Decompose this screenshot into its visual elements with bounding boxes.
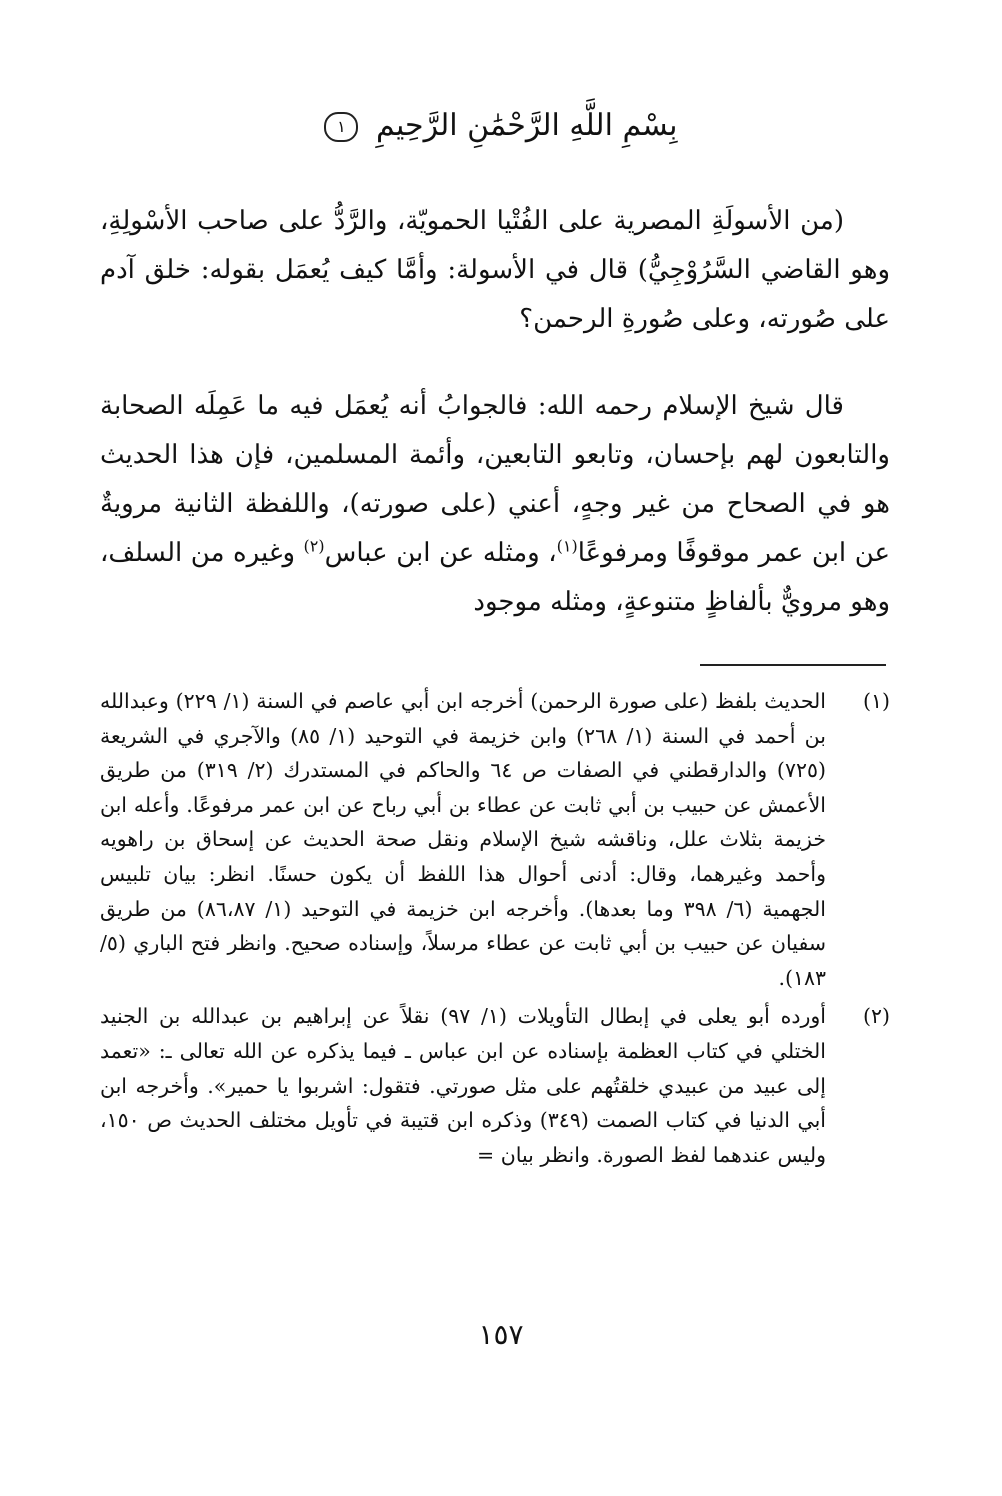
ayah-number-badge: ١ — [324, 112, 358, 142]
footnote-2 — [100, 999, 890, 1172]
paragraph-2-text-c: وغيره من السلف، وهو مرويٌّ بألفاظٍ متنوعةٍ، ومثله موجود — [100, 538, 890, 617]
footnote-ref-2[interactable]: (٢) — [303, 536, 325, 556]
page-number: ١٥٧ — [478, 1318, 524, 1351]
footnote-2-text: أورده أبو يعلى في إبطال التأويلات (١/ ٩٧) نقلاً عن إبراهيم بن عبدالله بن الجنيد الختلي في كتاب العظمة بإسناده عن ابن عباس ـ فيما يذكره عن الله تعالى ـ: «تعمد إلى عبيد من عبيدي خلقتُهم على مثل صورتي. فتقول: اشربوا يا حمير». وأخرجه ابن أبي الدنيا في كتاب الصمت (٣٤٩) وذكره ابن قتيبة في تأويل مختلف الحديث ص ١٥٠، وليس عندهما لفظ الصورة. وانظر بيان = — [100, 1004, 826, 1167]
footnote-1 — [100, 684, 890, 995]
paragraph-2-text-a: قال شيخ الإسلام رحمه الله: فالجوابُ أنه يُعمَل فيه ما عَمِلَه الصحابة والتابعون لهم بإحسان، وتابعو التابعين، وأئمة المسلمين، فإن هذا الحديث هو في الصحاح من غير وجهٍ، أعني (على صورته)، واللفظة الثانية مرويةٌ عن ابن عمر موقوفًا ومرفوعًا — [100, 391, 890, 568]
main-paragraph-1 — [100, 197, 890, 344]
basmala-text: بِسْمِ اللَّهِ الرَّحْمَٰنِ الرَّحِيمِ — [376, 108, 678, 143]
basmala-header — [0, 108, 1002, 143]
paragraph-2-text-b: ، ومثله عن ابن عباس — [324, 538, 557, 568]
footnote-separator — [700, 664, 886, 666]
footnote-1-number: (١) — [862, 689, 890, 713]
footnote-ref-1[interactable]: (١) — [556, 536, 578, 556]
main-paragraph-2 — [100, 382, 890, 627]
footnote-1-text: الحديث بلفظ (على صورة الرحمن) أخرجه ابن أبي عاصم في السنة (١/ ٢٢٩) وعبدالله بن أحمد في السنة (١/ ٢٦٨) وابن خزيمة في التوحيد (١/ ٨٥) والآجري في الشريعة (٧٢٥) والدارقطني في الصفات ص ٦٤ والحاكم في المستدرك (٢/ ٣١٩) من طريق الأعمش عن حبيب بن أبي ثابت عن عطاء بن أبي رباح عن ابن عمر مرفوعًا. وأعله ابن خزيمة بثلاث علل، وناقشه شيخ الإسلام ونقل صحة الحديث عن إسحاق بن راهويه وأحمد وغيرهما، وقال: أدنى أحوال هذا اللفظ أن يكون حسنًا. انظر: بيان تلبيس الجهمية (٦/ ٣٩٨ وما بعدها). وأخرجه ابن خزيمة في التوحيد (١/ ٨٦،٨٧) من طريق سفيان عن حبيب بن أبي ثابت عن عطاء مرسلاً، وإسناده صحيح. وانظر فتح الباري (٥/ ١٨٣). — [100, 689, 826, 990]
footnotes — [100, 684, 890, 1176]
footnote-2-number: (٢) — [862, 1004, 890, 1029]
paragraph-1-text: (من الأسولَةِ المصرية على الفُتْيا الحمويّة، والرَّدُّ على صاحب الأسْولِةِ، وهو القاضي السَّرُوْجِيُّ) قال في الأسولة: وأمَّا كيف يُعمَل بقوله: خلق آدم على صُورته، وعلى صُورةِ الرحمن؟ — [100, 206, 891, 334]
